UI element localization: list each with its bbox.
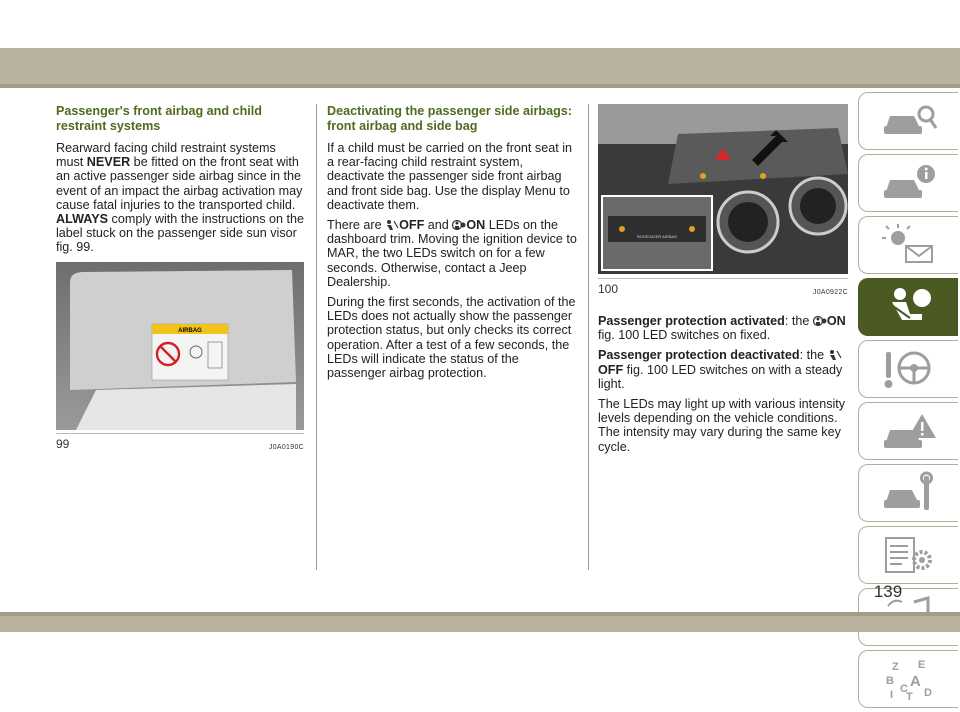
top-margin — [0, 0, 960, 48]
airbag-on-icon — [452, 219, 466, 231]
paragraph: During the first seconds, the activation of the LEDs does not actually show the passenger protection status, but only checks its correct operation. After a test of a few seconds, the LEDs will indicate the status of the passenger airbag protection. — [327, 295, 576, 381]
column-middle — [327, 104, 577, 386]
column-right — [598, 314, 848, 460]
column-left — [56, 104, 306, 261]
emphasis-always: ALWAYS — [56, 212, 109, 227]
tab-safety[interactable] — [858, 278, 958, 336]
on-label: ON — [466, 218, 486, 233]
header-band — [0, 48, 960, 84]
steering-wheel-icon — [880, 346, 938, 392]
index-letter: Z — [891, 661, 899, 673]
figure-100-caption — [598, 278, 848, 296]
off-label: OFF — [399, 218, 425, 233]
visor-label-text: AIRBAG — [178, 328, 202, 334]
text: : the — [784, 314, 813, 328]
column-divider — [588, 104, 589, 570]
figure-100-dashboard — [598, 104, 848, 274]
header-rule — [0, 84, 960, 88]
section-heading: Passenger's front airbag and child restraint systems — [56, 104, 262, 133]
tab-servicing[interactable] — [858, 464, 958, 522]
figure-code: J0A0190C — [268, 444, 304, 451]
dashboard-image — [598, 104, 848, 274]
text: fig. 100 LED switches on with a steady light. — [598, 362, 843, 391]
figure-code: J0A0922C — [812, 289, 848, 296]
paragraph: The LEDs may light up with various intensity levels depending on the vehicle conditions. The intensity may vary during the same key cycle. — [598, 397, 846, 454]
tab-technical-data[interactable] — [858, 526, 958, 584]
figure-99-sun-visor — [56, 262, 304, 430]
airbag-on-icon — [813, 315, 827, 327]
tab-car-search[interactable] — [858, 92, 958, 150]
passenger-airbag-label: PASSENGER AIRBAG — [636, 234, 678, 239]
on-label: ON — [826, 314, 846, 328]
status-label-deactivated: Passenger protection deactivated — [598, 348, 800, 363]
column-divider — [316, 104, 317, 570]
index-letter: I — [889, 689, 893, 701]
paragraph — [598, 314, 848, 342]
paragraph — [327, 218, 577, 289]
index-letter: C — [899, 683, 908, 695]
emphasis-never: NEVER — [86, 155, 131, 170]
text: fig. 100 LED switches on fixed. — [598, 328, 771, 343]
text: comply with the instructions on the label stuck on the passenger side sun visor fig. 99. — [56, 212, 305, 255]
car-warning-icon — [880, 408, 938, 454]
index-letters-icon — [880, 656, 938, 702]
tab-emergency[interactable] — [858, 402, 958, 460]
light-mail-icon — [880, 222, 938, 268]
paragraph — [598, 348, 848, 391]
tab-car-info[interactable] — [858, 154, 958, 212]
index-letter: B — [885, 675, 894, 687]
figure-99-caption — [56, 433, 304, 451]
off-label: OFF — [598, 362, 624, 377]
index-letter: E — [917, 659, 925, 671]
text: and — [424, 218, 453, 233]
text: There are — [327, 218, 386, 233]
figure-number: 99 — [56, 437, 70, 451]
car-tools-icon — [880, 470, 938, 516]
figure-number: 100 — [598, 282, 619, 296]
text: LEDs on the dashboard trim. Moving the ignition device to MAR, the two LEDs switch on for a few seconds. Otherwise, contact a Jeep Dealership. — [327, 218, 577, 289]
text: be fitted on the front seat with an active passenger side airbag since in the event of an impact the airbag activation may cause fatal injuries to the transported child. — [56, 155, 303, 212]
car-info-icon — [880, 160, 938, 206]
paragraph: If a child must be carried on the front seat in a rear-facing child restraint system, deactivate the passenger side front airbag and front side bag. Use the display Menu to deactivate them. — [327, 141, 573, 212]
tab-driving[interactable] — [858, 340, 958, 398]
text: : the — [799, 348, 828, 363]
tab-index[interactable] — [858, 650, 958, 708]
page-number: 139 — [873, 582, 903, 601]
index-letter: D — [923, 687, 932, 699]
footer-band — [0, 616, 960, 632]
paragraph — [56, 141, 306, 255]
airbag-off-icon — [828, 349, 842, 361]
tab-lights-messages[interactable] — [858, 216, 958, 274]
airbag-off-icon — [385, 219, 399, 231]
status-label-activated: Passenger protection activated — [598, 314, 785, 328]
sun-visor-image — [56, 262, 304, 430]
seat-airbag-icon — [880, 284, 938, 330]
car-search-icon — [880, 98, 938, 144]
list-gear-icon — [880, 532, 938, 578]
index-letter: A — [909, 673, 921, 690]
section-heading: Deactivating the passenger side airbags: front airbag and side bag — [327, 104, 572, 133]
text: Rearward facing child restraint systems must — [56, 141, 276, 170]
index-letter: T — [905, 691, 913, 702]
